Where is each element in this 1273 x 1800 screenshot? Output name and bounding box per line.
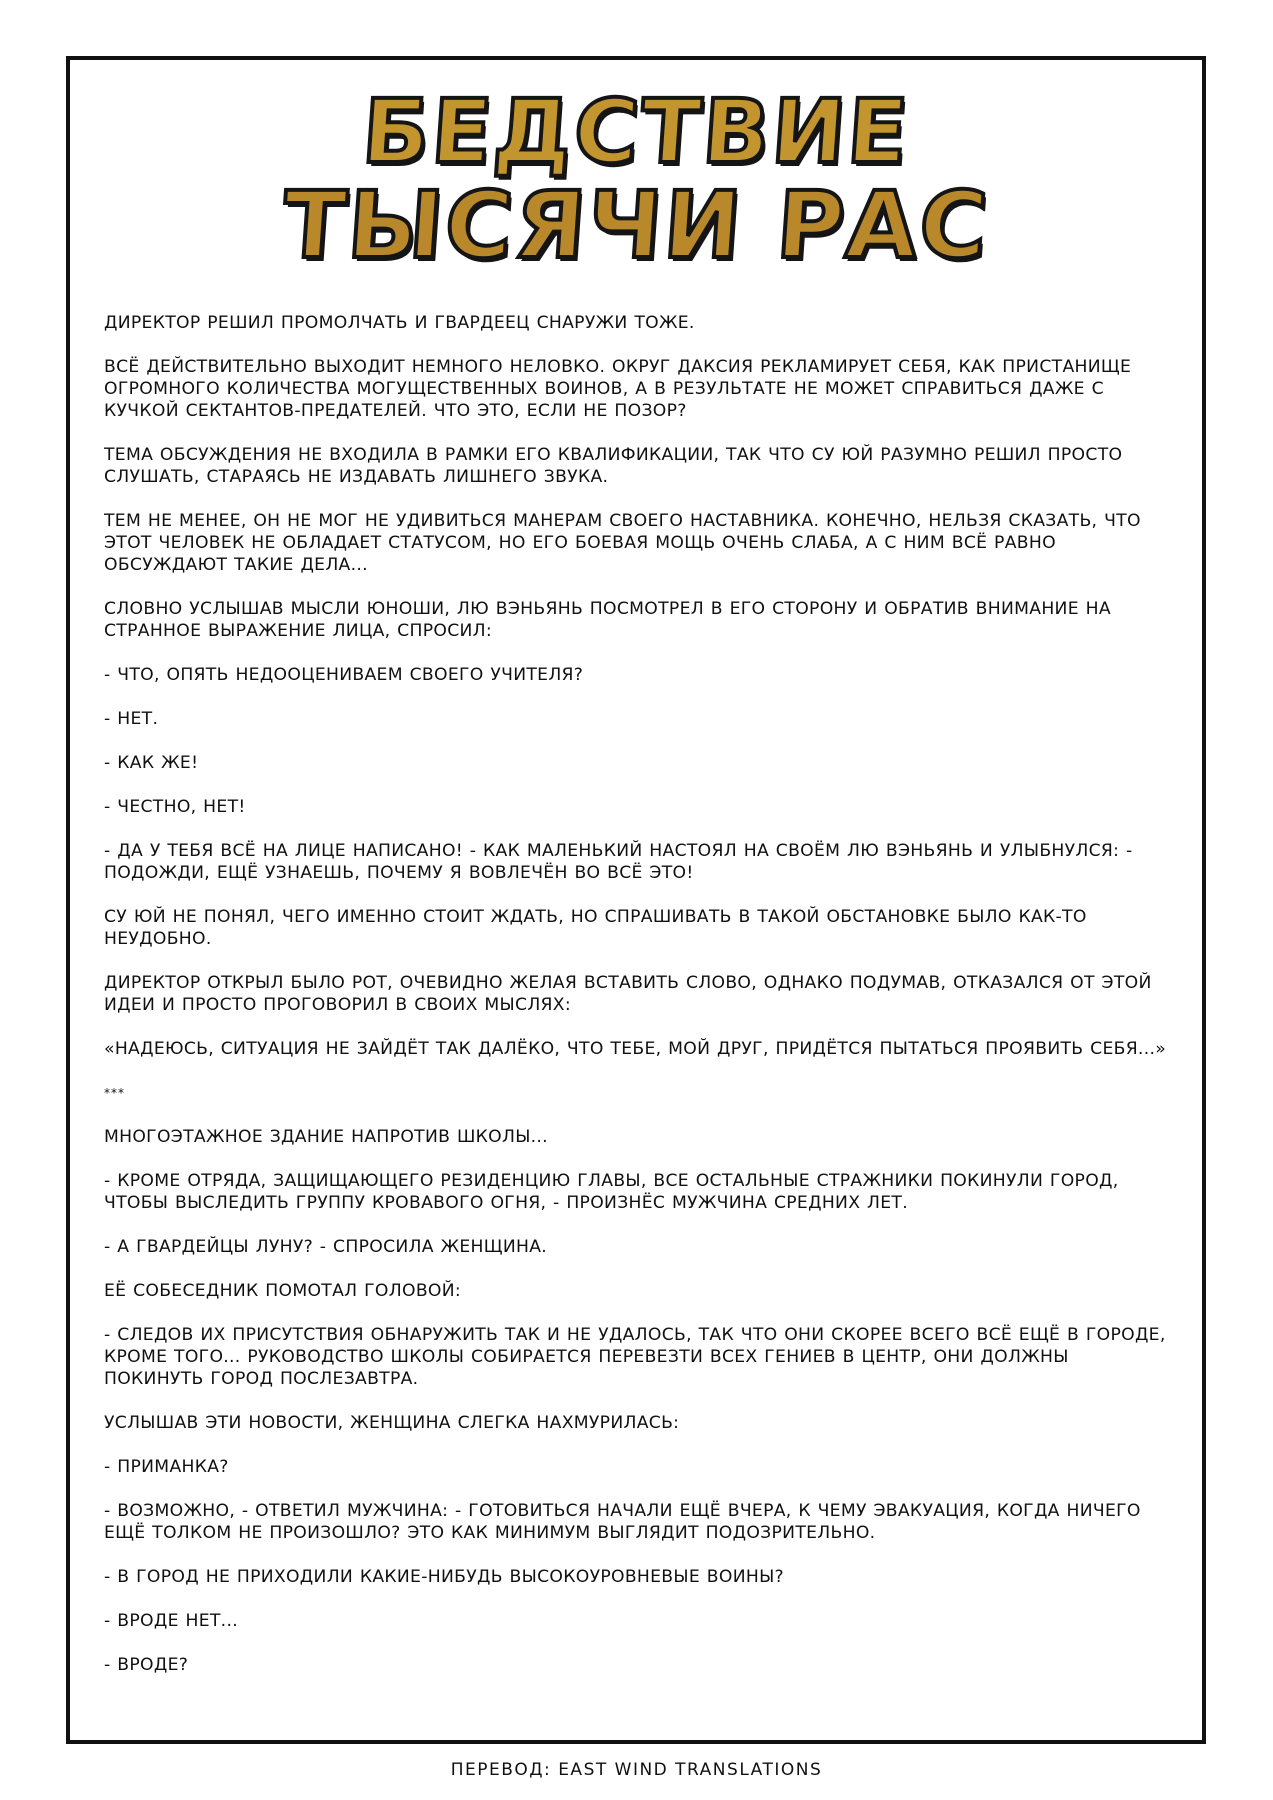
paragraph: ТЕМ НЕ МЕНЕЕ, ОН НЕ МОГ НЕ УДИВИТЬСЯ МАНЕРАМ СВОЕГО НАСТАВНИКА. КОНЕЧНО, НЕЛЬЗЯ СКАЗАТЬ, ЧТО ЭТОТ ЧЕЛОВЕК НЕ ОБЛАДАЕТ СТАТУСОМ, НО ЕГО БОЕВАЯ МОЩЬ ОЧЕНЬ СЛАБА, А С НИМ ВСЁ РАВНО ОБСУЖДАЮТ ТАКИЕ ДЕЛА... — [104, 511, 1141, 575]
dialogue-line: - А ГВАРДЕЙЦЫ ЛУНУ? - СПРОСИЛА ЖЕНЩИНА. — [104, 1237, 548, 1257]
dialogue-line: - СЛЕДОВ ИХ ПРИСУТСТВИЯ ОБНАРУЖИТЬ ТАК И НЕ УДАЛОСЬ, ТАК ЧТО ОНИ СКОРЕЕ ВСЕГО ВСЁ ЕЩЁ В ГОРОДЕ, КРОМЕ ТОГО... РУКОВОДСТВО ШКОЛЫ СОБИРАЕТСЯ ПЕРЕВЕЗТИ ВСЕХ ГЕНИЕВ В ЦЕНТР, ОНИ ДОЛЖНЫ ПОКИНУТЬ ГОРОД ПОСЛЕЗАВТРА. — [104, 1325, 1166, 1389]
dialogue-line: - ВОЗМОЖНО, - ОТВЕТИЛ МУЖЧИНА: - ГОТОВИТЬСЯ НАЧАЛИ ЕЩЁ ВЧЕРА, К ЧЕМУ ЭВАКУАЦИЯ, КОГДА НИЧЕГО ЕЩЁ ТОЛКОМ НЕ ПРОИЗОШЛО? ЭТО КАК МИНИМУМ ВЫГЛЯДИТ ПОДОЗРИТЕЛЬНО. — [104, 1501, 1141, 1543]
paragraph: ТЕМА ОБСУЖДЕНИЯ НЕ ВХОДИЛА В РАМКИ ЕГО КВАЛИФИКАЦИИ, ТАК ЧТО СУ ЮЙ РАЗУМНО РЕШИЛ ПРОСТО СЛУШАТЬ, СТАРАЯСЬ НЕ ИЗДАВАТЬ ЛИШНЕГО ЗВУКА. — [104, 445, 1123, 487]
page-frame — [66, 56, 1206, 1744]
dialogue-line: - ДА У ТЕБЯ ВСЁ НА ЛИЦЕ НАПИСАНО! - КАК МАЛЕНЬКИЙ НАСТОЯЛ НА СВОЁМ ЛЮ ВЭНЬЯНЬ И УЛЫБНУЛСЯ: - ПОДОЖДИ, ЕЩЁ УЗНАЕШЬ, ПОЧЕМУ Я ВОВЛЕЧЁН ВО ВСЁ ЭТО! — [104, 841, 1133, 883]
paragraph: ВСЁ ДЕЙСТВИТЕЛЬНО ВЫХОДИТ НЕМНОГО НЕЛОВКО. ОКРУГ ДАКСИЯ РЕКЛАМИРУЕТ СЕБЯ, КАК ПРИСТАНИЩЕ ОГРОМНОГО КОЛИЧЕСТВА МОГУЩЕСТВЕННЫХ ВОИНОВ, А В РЕЗУЛЬТАТЕ НЕ МОЖЕТ СПРАВИТЬСЯ ДАЖЕ С КУЧКОЙ СЕКТАНТОВ-ПРЕДАТЕЛЕЙ. ЧТО ЭТО, ЕСЛИ НЕ ПОЗОР? — [104, 357, 1132, 421]
paragraph: ДИРЕКТОР ОТКРЫЛ БЫЛО РОТ, ОЧЕВИДНО ЖЕЛАЯ ВСТАВИТЬ СЛОВО, ОДНАКО ПОДУМАВ, ОТКАЗАЛСЯ ОТ ЭТОЙ ИДЕИ И ПРОСТО ПРОГОВОРИЛ В СВОИХ МЫСЛЯХ: — [104, 973, 1152, 1015]
paragraph: МНОГОЭТАЖНОЕ ЗДАНИЕ НАПРОТИВ ШКОЛЫ... — [104, 1127, 548, 1147]
dialogue-line: - ПРИМАНКА? — [104, 1457, 229, 1477]
scene-separator: *** — [104, 1086, 125, 1100]
paragraph: УСЛЫШАВ ЭТИ НОВОСТИ, ЖЕНЩИНА СЛЕГКА НАХМУРИЛАСЬ: — [104, 1413, 680, 1433]
story-title-line-2: ТЫСЯЧИ РАС — [279, 172, 993, 279]
dialogue-line: - ЧТО, ОПЯТЬ НЕДООЦЕНИВАЕМ СВОЕГО УЧИТЕЛЯ? — [104, 665, 584, 685]
translation-credit: ПЕРЕВОД: EAST WIND TRANSLATIONS — [450, 1760, 823, 1780]
dialogue-line: - КАК ЖЕ! — [104, 753, 199, 773]
paragraph: ЕЁ СОБЕСЕДНИК ПОМОТАЛ ГОЛОВОЙ: — [104, 1281, 461, 1301]
story-title-logo — [70, 80, 1202, 279]
paragraph: СУ ЮЙ НЕ ПОНЯЛ, ЧЕГО ИМЕННО СТОИТ ЖДАТЬ, НО СПРАШИВАТЬ В ТАКОЙ ОБСТАНОВКЕ БЫЛО КАК-ТО НЕУДОБНО. — [104, 907, 1087, 949]
paragraph: «НАДЕЮСЬ, СИТУАЦИЯ НЕ ЗАЙДЁТ ТАК ДАЛЁКО, ЧТО ТЕБЕ, МОЙ ДРУГ, ПРИДЁТСЯ ПЫТАТЬСЯ ПРОЯВИТЬ СЕБЯ...» — [104, 1039, 1167, 1059]
dialogue-line: - ВРОДЕ НЕТ... — [104, 1611, 238, 1631]
paragraph: ДИРЕКТОР РЕШИЛ ПРОМОЛЧАТЬ И ГВАРДЕЕЦ СНАРУЖИ ТОЖЕ. — [104, 313, 695, 333]
dialogue-line: - КРОМЕ ОТРЯДА, ЗАЩИЩАЮЩЕГО РЕЗИДЕНЦИЮ ГЛАВЫ, ВСЕ ОСТАЛЬНЫЕ СТРАЖНИКИ ПОКИНУЛИ ГОРОД, ЧТОБЫ ВЫСЛЕДИТЬ ГРУППУ КРОВАВОГО ОГНЯ, - ПРОИЗНЁС МУЖЧИНА СРЕДНИХ ЛЕТ. — [104, 1171, 1119, 1213]
story-text — [104, 312, 1174, 1698]
paragraph: СЛОВНО УСЛЫШАВ МЫСЛИ ЮНОШИ, ЛЮ ВЭНЬЯНЬ ПОСМОТРЕЛ В ЕГО СТОРОНУ И ОБРАТИВ ВНИМАНИЕ НА СТРАННОЕ ВЫРАЖЕНИЕ ЛИЦА, СПРОСИЛ: — [104, 599, 1111, 641]
dialogue-line: - НЕТ. — [104, 709, 159, 729]
dialogue-line: - ВРОДЕ? — [104, 1655, 189, 1675]
dialogue-line: - ЧЕСТНО, НЕТ! — [104, 797, 246, 817]
dialogue-line: - В ГОРОД НЕ ПРИХОДИЛИ КАКИЕ-НИБУДЬ ВЫСОКОУРОВНЕВЫЕ ВОИНЫ? — [104, 1567, 784, 1587]
story-title-line-1: БЕДСТВИЕ — [358, 80, 914, 183]
